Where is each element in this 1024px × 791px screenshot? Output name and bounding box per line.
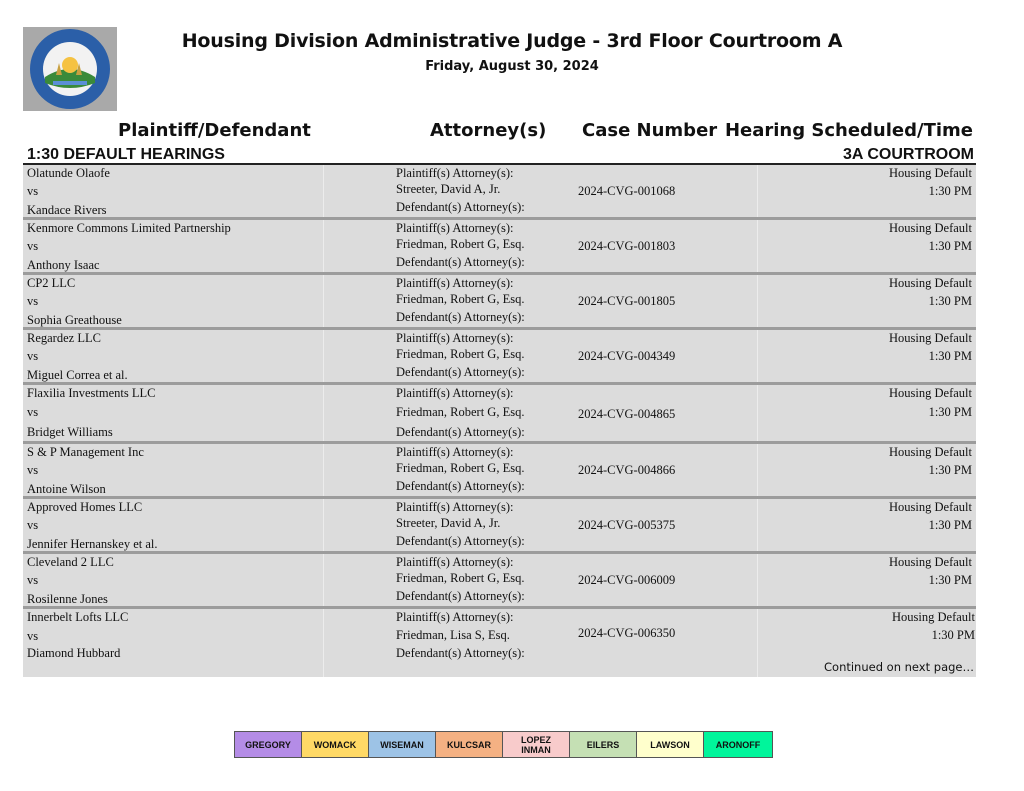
defendant-attorney-label: Defendant(s) Attorney(s): xyxy=(396,479,525,493)
defendant-name: Antoine Wilson xyxy=(27,482,106,496)
plaintiff-attorney-label: Plaintiff(s) Attorney(s): xyxy=(396,610,514,624)
case-number: 2024-CVG-001803 xyxy=(578,239,676,253)
hearing-time: 1:30 PM xyxy=(931,628,975,642)
plaintiff-name: S & P Management Inc xyxy=(27,445,144,459)
plaintiff-name: Olatunde Olaofe xyxy=(27,166,110,180)
hearing-type: Housing Default xyxy=(892,610,975,624)
versus-label: vs xyxy=(27,518,39,532)
plaintiff-name: Cleveland 2 LLC xyxy=(27,555,114,569)
attorney-name: Friedman, Lisa S, Esq. xyxy=(396,628,510,642)
table-row xyxy=(23,499,976,554)
plaintiff-name: CP2 LLC xyxy=(27,276,76,290)
hearing-type: Housing Default xyxy=(889,166,972,180)
table-row xyxy=(23,220,976,275)
hearing-time: 1:30 PM xyxy=(928,239,972,253)
plaintiff-attorney-label: Plaintiff(s) Attorney(s): xyxy=(396,331,514,345)
defendant-name: Diamond Hubbard xyxy=(27,646,121,660)
plaintiff-attorney-label: Plaintiff(s) Attorney(s): xyxy=(396,221,514,235)
case-number: 2024-CVG-004865 xyxy=(578,407,676,421)
plaintiff-attorney-label: Plaintiff(s) Attorney(s): xyxy=(396,166,514,180)
defendant-attorney-label: Defendant(s) Attorney(s): xyxy=(396,589,525,603)
legend-item-gregory: GREGORY xyxy=(235,732,302,757)
hearing-time: 1:30 PM xyxy=(928,573,972,587)
legend-item-womack: WOMACK xyxy=(302,732,369,757)
plaintiff-name: Kenmore Commons Limited Partnership xyxy=(27,221,231,235)
defendant-attorney-label: Defendant(s) Attorney(s): xyxy=(396,310,525,324)
attorney-name: Friedman, Robert G, Esq. xyxy=(396,292,525,306)
hearing-type: Housing Default xyxy=(889,331,972,345)
table-row xyxy=(23,444,976,499)
hearing-time: 1:30 PM xyxy=(928,518,972,532)
hearing-time: 1:30 PM xyxy=(928,349,972,363)
hearing-time: 1:30 PM xyxy=(928,405,972,419)
column-header-attorney: Attorney(s) xyxy=(430,120,547,141)
page-date: Friday, August 30, 2024 xyxy=(425,59,599,74)
attorney-name: Friedman, Robert G, Esq. xyxy=(396,347,525,361)
case-number: 2024-CVG-004866 xyxy=(578,463,676,477)
hearing-type: Housing Default xyxy=(889,500,972,514)
plaintiff-attorney-label: Plaintiff(s) Attorney(s): xyxy=(396,555,514,569)
legend-item-eilers: EILERS xyxy=(570,732,637,757)
defendant-attorney-label: Defendant(s) Attorney(s): xyxy=(396,365,525,379)
defendant-attorney-label: Defendant(s) Attorney(s): xyxy=(396,534,525,548)
column-header-hearing: Hearing Scheduled/Time xyxy=(724,120,973,141)
hearing-type: Housing Default xyxy=(889,555,972,569)
legend-item-kulcsar: KULCSAR xyxy=(436,732,503,757)
table-row xyxy=(23,275,976,330)
table-row xyxy=(23,165,976,220)
hearing-type: Housing Default xyxy=(889,276,972,290)
continued-note: Continued on next page… xyxy=(824,660,974,674)
versus-label: vs xyxy=(27,405,39,419)
defendant-attorney-label: Defendant(s) Attorney(s): xyxy=(396,425,525,439)
defendant-name: Kandace Rivers xyxy=(27,203,107,217)
legend-item-lawson: LAWSON xyxy=(637,732,704,757)
table-row xyxy=(23,330,976,385)
case-number: 2024-CVG-004349 xyxy=(578,349,676,363)
defendant-name: Sophia Greathouse xyxy=(27,313,122,327)
page-title: Housing Division Administrative Judge - 3rd Floor Courtroom A xyxy=(181,30,843,52)
attorney-name: Friedman, Robert G, Esq. xyxy=(396,571,525,585)
legend-item-aronoff: ARONOFF xyxy=(704,732,772,757)
docket-table xyxy=(23,165,976,677)
attorney-name: Friedman, Robert G, Esq. xyxy=(396,461,525,475)
plaintiff-name: Approved Homes LLC xyxy=(27,500,143,514)
attorney-name: Friedman, Robert G, Esq. xyxy=(396,405,525,419)
section-title-hearings: 1:30 DEFAULT HEARINGS xyxy=(27,146,225,163)
versus-label: vs xyxy=(27,573,39,587)
legend-item-lopez-inman: LOPEZ INMAN xyxy=(503,732,570,757)
table-row xyxy=(23,554,976,609)
hearing-type: Housing Default xyxy=(889,386,972,400)
defendant-name: Bridget Williams xyxy=(27,425,113,439)
defendant-name: Rosilenne Jones xyxy=(27,592,108,606)
versus-label: vs xyxy=(27,629,39,643)
hearing-time: 1:30 PM xyxy=(928,294,972,308)
versus-label: vs xyxy=(27,349,39,363)
plaintiff-attorney-label: Plaintiff(s) Attorney(s): xyxy=(396,500,514,514)
defendant-name: Anthony Isaac xyxy=(27,258,100,272)
versus-label: vs xyxy=(27,463,39,477)
attorney-name: Friedman, Robert G, Esq. xyxy=(396,237,525,251)
case-number: 2024-CVG-005375 xyxy=(578,518,676,532)
hearing-type: Housing Default xyxy=(889,221,972,235)
hearing-time: 1:30 PM xyxy=(928,463,972,477)
versus-label: vs xyxy=(27,294,39,308)
defendant-name: Miguel Correa et al. xyxy=(27,368,128,382)
case-number: 2024-CVG-001068 xyxy=(578,184,676,198)
plaintiff-attorney-label: Plaintiff(s) Attorney(s): xyxy=(396,386,514,400)
plaintiff-attorney-label: Plaintiff(s) Attorney(s): xyxy=(396,276,514,290)
defendant-attorney-label: Defendant(s) Attorney(s): xyxy=(396,255,525,269)
case-number: 2024-CVG-006350 xyxy=(578,626,676,640)
plaintiff-name: Regardez LLC xyxy=(27,331,101,345)
plaintiff-name: Innerbelt Lofts LLC xyxy=(27,610,129,624)
section-title-courtroom: 3A COURTROOM xyxy=(843,146,974,163)
versus-label: vs xyxy=(27,184,39,198)
column-header-party: Plaintiff/Defendant xyxy=(118,120,311,141)
hearing-time: 1:30 PM xyxy=(928,184,972,198)
defendant-attorney-label: Defendant(s) Attorney(s): xyxy=(396,646,525,660)
versus-label: vs xyxy=(27,239,39,253)
plaintiff-name: Flaxilia Investments LLC xyxy=(27,386,156,400)
legend-item-wiseman: WISEMAN xyxy=(369,732,436,757)
defendant-attorney-label: Defendant(s) Attorney(s): xyxy=(396,200,525,214)
case-number: 2024-CVG-001805 xyxy=(578,294,676,308)
attorney-name: Streeter, David A, Jr. xyxy=(396,182,501,196)
table-row xyxy=(23,385,976,444)
defendant-name: Jennifer Hernanskey et al. xyxy=(27,537,158,551)
judge-color-legend xyxy=(234,731,773,758)
hearing-type: Housing Default xyxy=(889,445,972,459)
column-header-case: Case Number xyxy=(582,120,718,141)
attorney-name: Streeter, David A, Jr. xyxy=(396,516,501,530)
case-number: 2024-CVG-006009 xyxy=(578,573,676,587)
plaintiff-attorney-label: Plaintiff(s) Attorney(s): xyxy=(396,445,514,459)
